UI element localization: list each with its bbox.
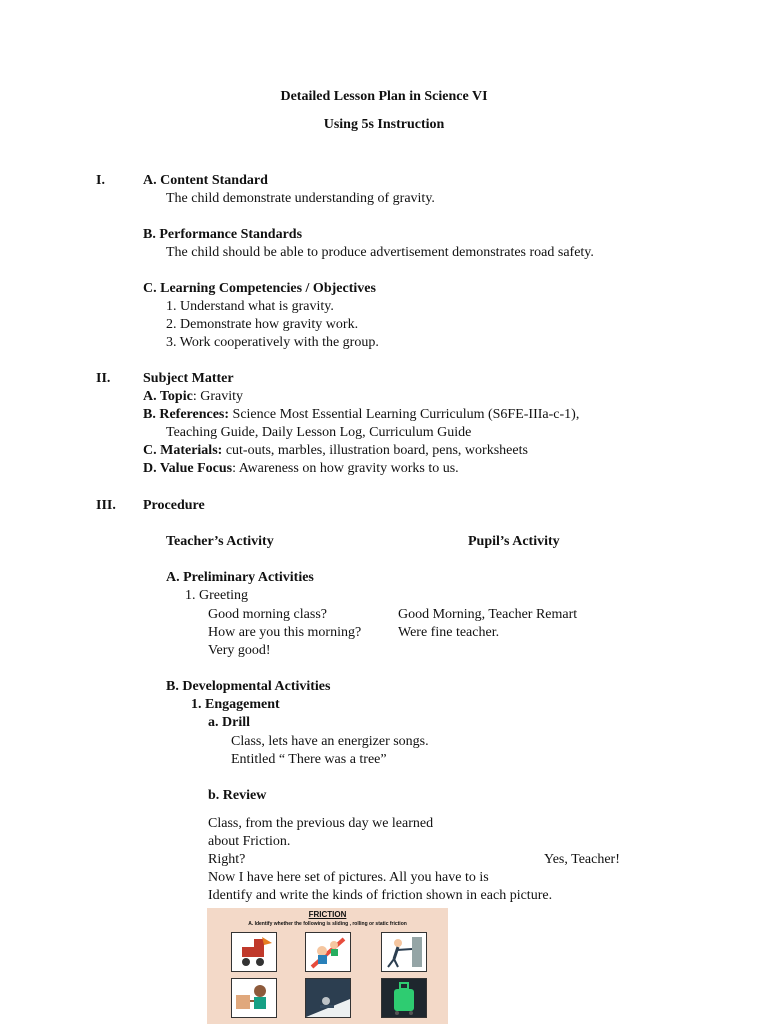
teacher-line: Identify and write the kinds of friction shown in each picture. xyxy=(208,888,553,903)
objective-item: 3. Work cooperatively with the group. xyxy=(166,335,379,350)
roller-skate-picture xyxy=(231,932,277,972)
teacher-line: about Friction. xyxy=(208,834,291,849)
learning-competencies-heading: C. Learning Competencies / Objectives xyxy=(143,281,376,296)
teacher-activity-header: Teacher’s Activity xyxy=(166,534,274,549)
page-title: Detailed Lesson Plan in Science VI xyxy=(280,89,488,104)
value-focus-line xyxy=(143,460,459,478)
pupil-reply: Yes, Teacher! xyxy=(544,852,620,867)
references-value: Science Most Essential Learning Curriculum (S6FE-IIIa-c-1), xyxy=(229,407,580,422)
content-standard-text: The child demonstrate understanding of gravity. xyxy=(166,191,435,206)
references-continued: Teaching Guide, Daily Lesson Log, Curriculum Guide xyxy=(166,425,472,440)
pupil-reply: Good Morning, Teacher Remart xyxy=(398,607,578,622)
page-subtitle: Using 5s Instruction xyxy=(323,117,445,132)
objective-item: 1. Understand what is gravity. xyxy=(166,299,334,314)
teacher-line: Entitled “ There was a tree” xyxy=(231,752,387,767)
slide-children-picture xyxy=(305,932,351,972)
teacher-line: Good morning class? xyxy=(208,607,327,622)
materials-line xyxy=(143,442,528,460)
pupil-reply: Were fine teacher. xyxy=(398,625,500,640)
preliminary-activities-heading: A. Preliminary Activities xyxy=(166,570,314,585)
suitcase-picture xyxy=(381,978,427,1018)
section-2-numeral: II. xyxy=(96,371,111,386)
performance-standards-text: The child should be able to produce advertisement demonstrates road safety. xyxy=(166,245,594,260)
pupil-activity-header: Pupil’s Activity xyxy=(468,534,560,549)
topic-value: : Gravity xyxy=(192,389,243,404)
review-heading: b. Review xyxy=(208,788,267,803)
teacher-line: Now I have here set of pictures. All you have to is xyxy=(208,870,489,885)
content-standard-heading: A. Content Standard xyxy=(143,173,268,188)
section-3-numeral: III. xyxy=(96,498,116,513)
topic-label: A. Topic xyxy=(143,389,193,404)
pushing-wall-picture xyxy=(381,932,427,972)
friction-worksheet-image xyxy=(207,908,448,1024)
references-line xyxy=(143,406,579,424)
value-focus-label: D. Value Focus xyxy=(143,461,233,476)
drill-heading: a. Drill xyxy=(208,715,250,730)
worksheet-instruction: A. Identify whether the following is sliding , rolling or static friction xyxy=(248,921,407,927)
materials-value: cut-outs, marbles, illustration board, pens, worksheets xyxy=(222,443,528,458)
developmental-activities-heading: B. Developmental Activities xyxy=(166,679,331,694)
references-label: B. References: xyxy=(143,407,230,422)
worksheet-title: FRICTION xyxy=(308,910,347,919)
teacher-line: How are you this morning? xyxy=(208,625,362,640)
subject-matter-heading: Subject Matter xyxy=(143,371,234,386)
performance-standards-heading: B. Performance Standards xyxy=(143,227,303,242)
procedure-heading: Procedure xyxy=(143,498,205,513)
teacher-line: Right? xyxy=(208,852,246,867)
teacher-line: Class, from the previous day we learned xyxy=(208,816,434,831)
greeting-heading: 1. Greeting xyxy=(185,588,248,603)
section-1-numeral: I. xyxy=(96,173,105,188)
teacher-line: Class, lets have an energizer songs. xyxy=(231,734,429,749)
teacher-line: Very good! xyxy=(208,643,271,658)
child-pushing-box-picture xyxy=(231,978,277,1018)
objective-item: 2. Demonstrate how gravity work. xyxy=(166,317,359,332)
sledding-picture xyxy=(305,978,351,1018)
engagement-heading: 1. Engagement xyxy=(191,697,280,712)
value-focus-value: : Awareness on how gravity works to us. xyxy=(232,461,459,476)
topic-line xyxy=(143,388,243,406)
materials-label: C. Materials: xyxy=(143,443,223,458)
